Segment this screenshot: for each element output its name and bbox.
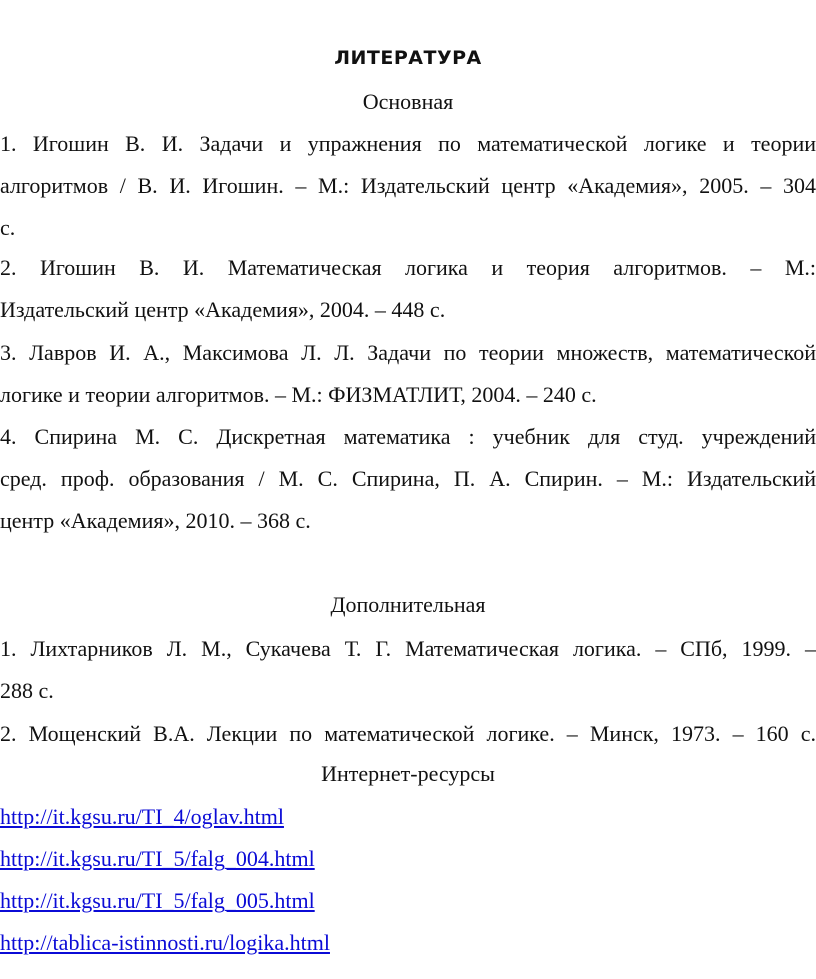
reference-line: алгоритмов / В. И. Игошин. – М.: Издательский центр «Академия», 2005. – 304: [0, 173, 816, 198]
reference-line: 4. Спирина М. С. Дискретная математика : учебник для студ. учреждений: [0, 424, 816, 449]
reference-line: 2. Игошин В. И. Математическая логика и теория алгоритмов. – М.:: [0, 255, 816, 280]
reference-main-2: [0, 247, 816, 331]
reference-main-4: [0, 416, 816, 542]
internet-link-4[interactable]: http://tablica-istinnosti.ru/logika.html: [0, 930, 330, 955]
section-heading-main: Основная: [362, 89, 454, 114]
page-title: ЛИТЕРАТУРА: [334, 47, 482, 69]
reference-line: центр «Академия», 2010. – 368 с.: [0, 508, 311, 533]
reference-line: 1. Лихтарников Л. М., Сукачева Т. Г. Математическая логика. – СПб, 1999. –: [0, 636, 816, 661]
internet-link-1[interactable]: http://it.kgsu.ru/TI_4/oglav.html: [0, 804, 284, 829]
reference-line: 2. Мощенский В.А. Лекции по математической логике. – Минск, 1973. – 160 с.: [0, 721, 816, 746]
internet-link-2[interactable]: http://it.kgsu.ru/TI_5/falg_004.html: [0, 846, 315, 871]
reference-main-1: [0, 123, 816, 249]
reference-line: Издательский центр «Академия», 2004. – 448 с.: [0, 297, 446, 322]
reference-main-3: [0, 332, 816, 416]
section-heading-internet: Интернет-ресурсы: [321, 761, 495, 786]
reference-additional-1: [0, 628, 816, 712]
internet-link-3[interactable]: http://it.kgsu.ru/TI_5/falg_005.html: [0, 888, 315, 913]
reference-line: 288 с.: [0, 678, 54, 703]
reference-line: логике и теории алгоритмов. – М.: ФИЗМАТЛИТ, 2004. – 240 с.: [0, 382, 597, 407]
reference-line: сред. проф. образования / М. С. Спирина, П. А. Спирин. – М.: Издательский: [0, 466, 816, 491]
section-heading-additional: Дополнительная: [330, 592, 486, 617]
reference-line: с.: [0, 215, 16, 240]
reference-line: 1. Игошин В. И. Задачи и упражнения по математической логике и теории: [0, 131, 816, 156]
reference-line: 3. Лавров И. А., Максимова Л. Л. Задачи по теории множеств, математической: [0, 340, 816, 365]
reference-additional-2: [0, 713, 816, 755]
